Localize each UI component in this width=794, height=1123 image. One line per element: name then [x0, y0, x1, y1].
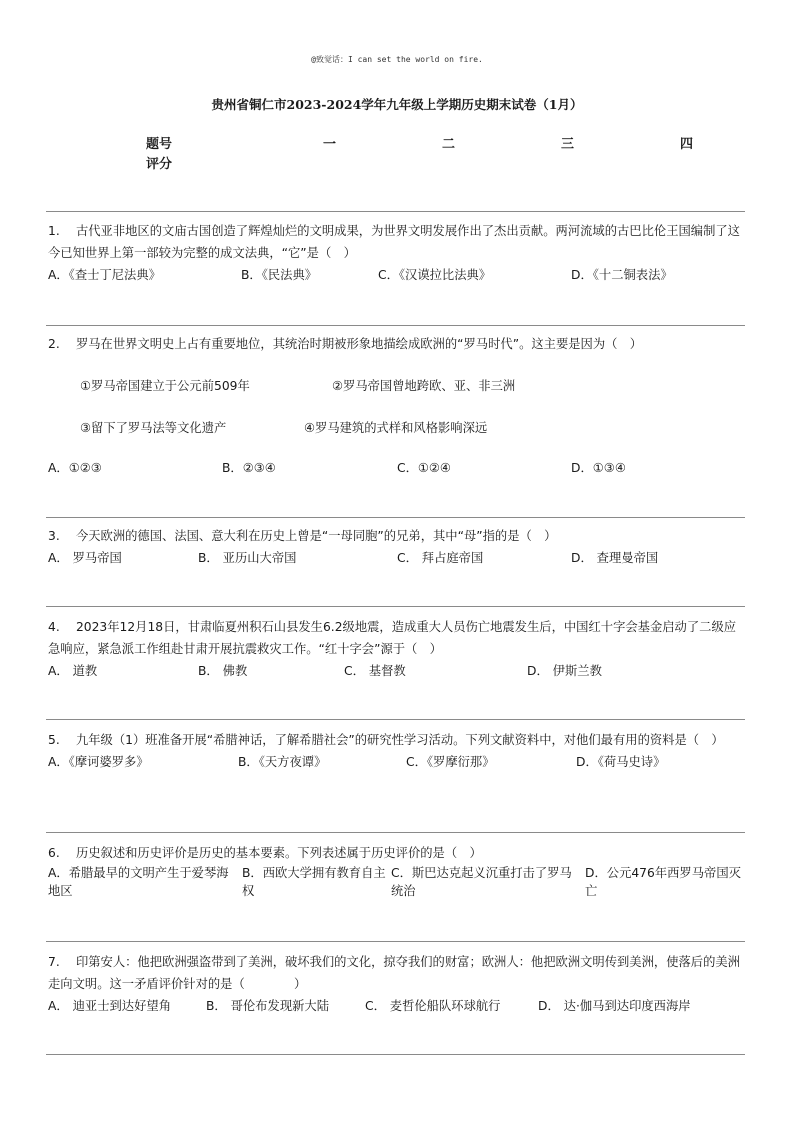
divider — [46, 719, 745, 720]
score-row-label-score: 评分 — [146, 157, 173, 172]
option-c[interactable]: C．《罗摩衍那》 — [406, 755, 495, 769]
divider — [46, 325, 745, 326]
option-d[interactable]: D．①③④ — [571, 461, 626, 475]
option-d[interactable]: D． 达·伽马到达印度西海岸 — [538, 999, 691, 1013]
question-stem: 3. 今天欧洲的德国、法国、意大利在历史上曾是“一母同胞”的兄弟，其中“母”指的是（ ） — [48, 529, 557, 543]
option-a[interactable]: A． 罗马帝国 — [48, 551, 122, 565]
score-table — [0, 133, 794, 173]
option-b[interactable]: B．《天方夜谭》 — [238, 755, 327, 769]
option-d[interactable]: D．公元476年西罗马帝国灭亡 — [585, 866, 741, 898]
score-header-2: 二 — [442, 137, 456, 152]
question-stem: 6. 历史叙述和历史评价是历史的基本要素。下列表述属于历史评价的是（ ） — [48, 846, 482, 860]
option-d[interactable]: D．《十二铜表法》 — [571, 268, 673, 282]
divider — [46, 941, 745, 942]
question-4 — [48, 616, 745, 682]
option-d[interactable]: D．《荷马史诗》 — [576, 755, 666, 769]
option-b[interactable]: B．《民法典》 — [241, 268, 318, 282]
option-c[interactable]: C． 麦哲伦船队环球航行 — [365, 999, 501, 1013]
statement-4: ④罗马建筑的式样和风格影响深远 — [304, 421, 488, 435]
divider — [46, 211, 745, 212]
option-c[interactable]: C． 拜占庭帝国 — [397, 551, 484, 565]
question-1 — [48, 220, 745, 286]
option-a[interactable]: A．①②③ — [48, 461, 102, 475]
options-row — [48, 660, 745, 682]
option-d[interactable]: D． 伊斯兰教 — [527, 664, 602, 678]
option-c[interactable]: C．《汉谟拉比法典》 — [378, 268, 492, 282]
option-b[interactable]: B． 亚历山大帝国 — [198, 551, 297, 565]
option-c[interactable]: C．斯巴达克起义沉重打击了罗马统治 — [391, 866, 572, 898]
option-b[interactable]: B． 佛教 — [198, 664, 248, 678]
question-2 — [48, 333, 745, 483]
option-a[interactable]: A． 道教 — [48, 664, 98, 678]
question-stem: 2. 罗马在世界文明史上占有重要地位，其统治时期被形象地描绘成欧洲的“罗马时代”。这主要是因为（ ） — [48, 337, 643, 351]
question-stem: 1. 古代亚非地区的文庙古国创造了辉煌灿烂的文明成果，为世界文明发展作出了杰出贡献。两河流域的古巴比伦王国编制了这今已知世界上第一部较为完整的成文法典，“它”是（ ） — [48, 224, 740, 260]
score-header-3: 三 — [561, 137, 575, 152]
question-5 — [48, 729, 745, 773]
option-a[interactable]: A．《摩诃婆罗多》 — [48, 755, 149, 769]
statement-2: ②罗马帝国曾地跨欧、亚、非三洲 — [332, 379, 516, 393]
option-b[interactable]: B．西欧大学拥有教育自主权 — [242, 866, 386, 898]
options-row — [48, 751, 745, 773]
divider — [46, 1054, 745, 1055]
question-3 — [48, 525, 745, 569]
question-6 — [48, 842, 745, 904]
score-header-1: 一 — [323, 137, 337, 152]
option-a[interactable]: A．希腊最早的文明产生于爱琴海地区 — [48, 866, 229, 898]
page-title: 贵州省铜仁市2023-2024学年九年级上学期历史期末试卷（1月） — [211, 97, 583, 112]
question-7 — [48, 951, 745, 1017]
option-d[interactable]: D． 查理曼帝国 — [571, 551, 659, 565]
header-note: @致觉话：I can set the world on fire. — [311, 55, 483, 64]
score-row-label-number: 题号 — [146, 137, 173, 152]
question-stem: 4. 2023年12月18日，甘肃临夏州积石山县发生6.2级地震，造成重大人员伤亡地震发生后，中国红十字会基金启动了二级应急响应，紧急派工作组赴甘肃开展抗震救灾工作。“红十字会”源于（ ） — [48, 620, 737, 656]
divider — [46, 517, 745, 518]
score-header-4: 四 — [680, 137, 694, 152]
option-b[interactable]: B． 哥伦布发现新大陆 — [206, 999, 330, 1013]
question-stem: 7. 印第安人：他把欧洲强盗带到了美洲，破坏我们的文化，掠夺我们的财富；欧洲人：他把欧洲文明传到美洲，使落后的美洲走向文明。这一矛盾评价针对的是（ ） — [48, 955, 740, 991]
statement-3: ③留下了罗马法等文化遗产 — [80, 421, 227, 435]
options-row — [48, 864, 745, 904]
divider — [46, 832, 745, 833]
option-a[interactable]: A．《查士丁尼法典》 — [48, 268, 161, 282]
option-c[interactable]: C．①②④ — [397, 461, 451, 475]
option-a[interactable]: A． 迪亚士到达好望角 — [48, 999, 171, 1013]
option-c[interactable]: C． 基督教 — [344, 664, 406, 678]
options-row — [48, 995, 745, 1017]
option-b[interactable]: B．②③④ — [222, 461, 276, 475]
options-row — [48, 547, 745, 569]
divider — [46, 606, 745, 607]
question-stem: 5. 九年级（1）班准备开展“希腊神话，了解希腊社会”的研究性学习活动。下列文献资料中，对他们最有用的资料是（ ） — [48, 733, 724, 747]
statement-1: ①罗马帝国建立于公元前509年 — [80, 379, 250, 393]
options-row — [48, 264, 745, 286]
